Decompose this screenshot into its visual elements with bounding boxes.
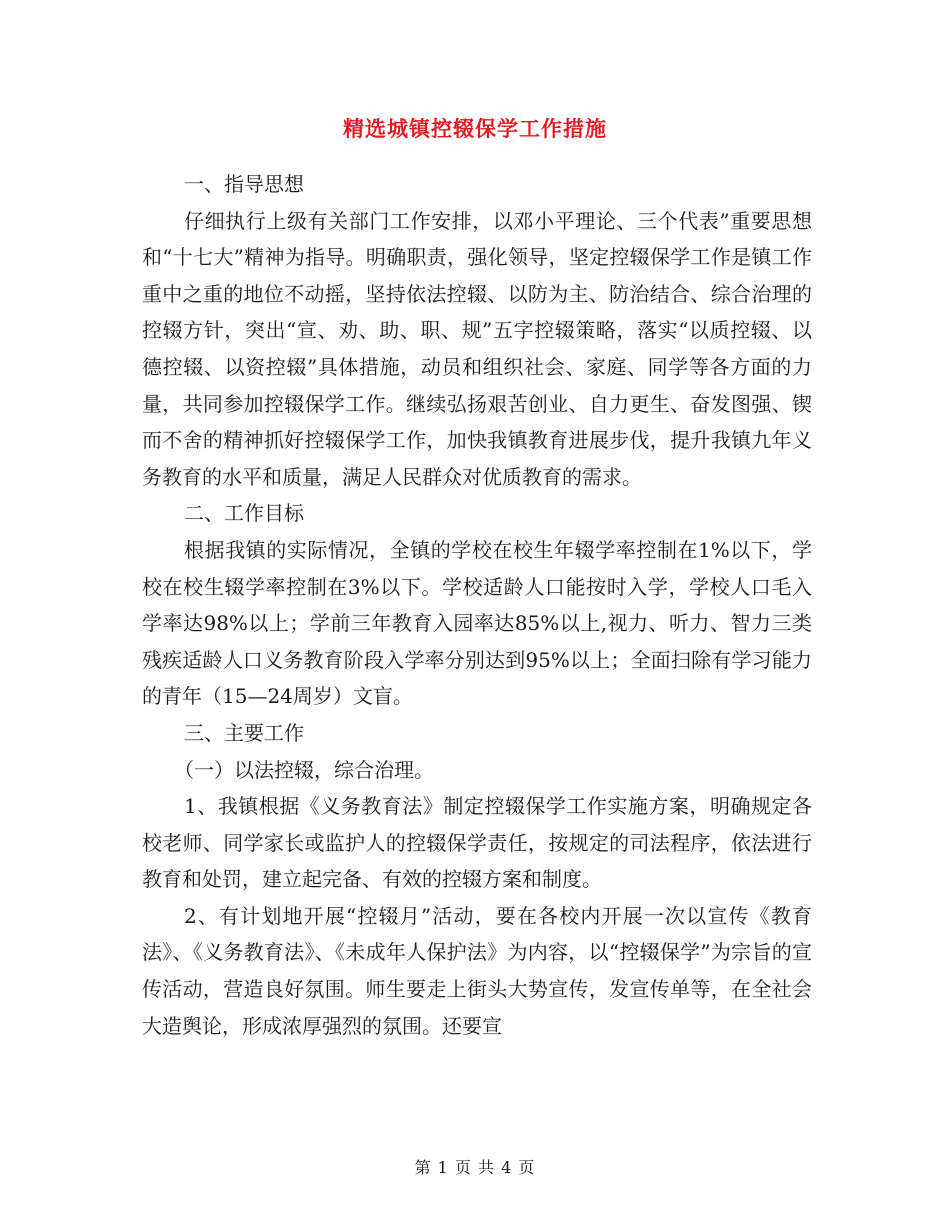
document-title: 精选城镇控辍保学工作措施	[343, 116, 607, 141]
document-body	[142, 166, 812, 1044]
paragraph-item-2: 2、有计划地开展“控辍月”活动，要在各校内开展一次以宣传《教育法》、《义务教育法》、《未成年人保护法》为内容，以“控辍保学”为宗旨的宣传活动，营造良好氛围。师生要走上街头大势宣传，发宣传单等，在全社会大造舆论，形成浓厚强烈的氛围。还要宣	[142, 903, 812, 1038]
section-heading-main-work: 三、主要工作	[184, 720, 304, 745]
paragraph-item-1: 1、我镇根据《义务教育法》制定控辍保学工作实施方案，明确规定各校老师、同学家长或监护人的控辍保学责任，按规定的司法程序，依法进行教育和处罚，建立起完备、有效的控辍方案和制度。	[142, 794, 812, 892]
paragraph-guiding-thought: 仔细执行上级有关部门工作安排，以邓小平理论、三个代表”重要思想和“十七大”精神为指导。明确职责，强化领导，坚定控辍保学工作是镇工作重中之重的地位不动摇，坚持依法控辍、以防为主、防治结合、综合治理的控辍方针，突出“宣、劝、助、职、规”五字控辍策略，落实“以质控辍、以德控辍、以资控辍”具体措施，动员和组织社会、家庭、同学等各方面的力量，共同参加控辍保学工作。继续弘扬艰苦创业、自力更生、奋发图强、锲而不舍的精神抓好控辍保学工作，加快我镇教育进展步伐，提升我镇九年义务教育的水平和质量，满足人民群众对优质教育的需求。	[142, 208, 812, 489]
section-heading-work-goals: 二、工作目标	[184, 501, 304, 526]
subheading-legal-control: （一）以法控辍，综合治理。	[174, 757, 434, 782]
section-heading-guiding-thought: 一、指导思想	[184, 172, 304, 196]
page-footer: 第 1 页 共 4 页	[414, 1158, 536, 1177]
paragraph-work-goals: 根据我镇的实际情况，全镇的学校在校生年辍学率控制在1%以下，学校在校生辍学率控制在3%以下。学校适龄人口能按时入学，学校人口毛入学率达98%以上；学前三年教育入园率达85%以上,视力、听力、智力三类残疾适龄人口义务教育阶段入学率分别达到95%以上；全面扫除有学习能力的青年（15—24周岁）文盲。	[142, 537, 812, 709]
